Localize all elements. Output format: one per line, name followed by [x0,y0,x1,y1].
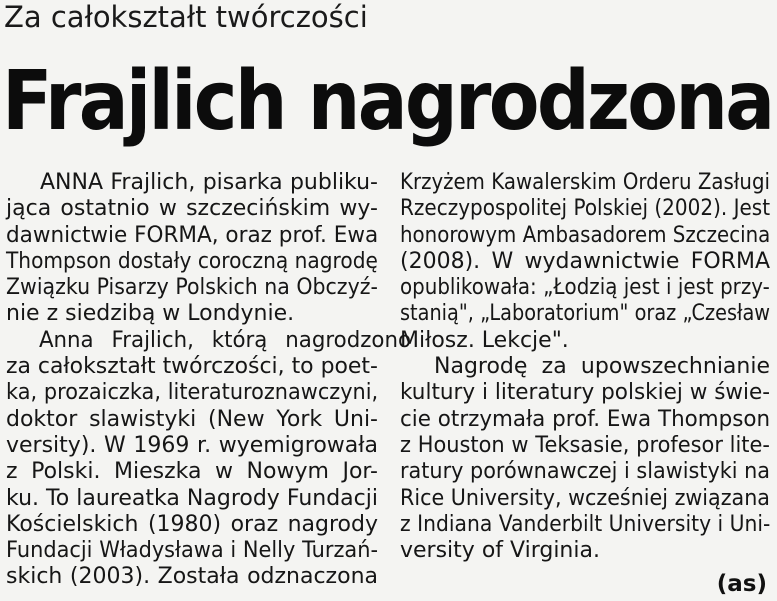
article-text-line: Thompson dostały coroczną nagrodę [6,248,378,274]
article-text-line: skich (2003). Została odznaczona [6,564,378,590]
article-text-line: Kościelskich (1980) oraz nagrody [6,511,378,537]
article-text-line: z Houston w Teksasie, profesor lite- [400,432,770,458]
article-text-line: cie otrzymała prof. Ewa Thompson [400,406,771,432]
author-signature: (as) [716,571,767,597]
article-text-line: Rzeczypospolitej Polskiej (2002). Jest [400,196,771,222]
article-text-line: ka, prozaiczka, literaturoznawczyni, [6,380,379,406]
article-text-line: Krzyżem Kawalerskim Orderu Zasługi [400,170,770,195]
article-text-line: versity). W 1969 r. wyemigrowała [6,432,378,458]
article-text-line: Związku Pisarzy Polskich na Obczyź- [6,275,378,301]
article-text-line: za całokształt twórczości, to poet- [6,354,378,380]
article-text-line: (2008). W wydawnictwie FORMA [400,248,770,274]
article-text-line: ANNA Frajlich, pisarka publiku- [40,170,378,195]
article-kicker: Za całokształt twórczości [4,0,368,34]
article-text-line: z Polski. Mieszka w Nowym Jor- [6,459,378,485]
article-text-line: Fundacji Władysława i Nelly Turzań- [6,538,379,564]
article-text-line: nie z siedzibą w Londynie. [6,301,295,327]
article-column-left [6,170,412,591]
article-text-line: Anna Frajlich, którą nagrodzono [38,327,412,353]
article-text-line: ratury porównawczej i slawistyki na [400,459,771,485]
article-text-line: ku. To laureatka Nagrody Fundacji [6,485,378,511]
article-text-line: z Indiana Vanderbilt University i Uni- [400,511,771,537]
article-headline: Frajlich nagrodzona [2,54,773,149]
article-column-right [400,170,770,564]
article-text-line: stanią", „Laboratorium" oraz „Czesław [400,301,771,327]
article-text-line: dawnictwie FORMA, oraz prof. Ewa [6,222,379,248]
article-text-line: Nagrodę za upowszechnianie [434,354,770,380]
article-text-line: Rice University, wcześniej związana [400,485,770,511]
article-text-line: jąca ostatnio w szczecińskim wy- [6,196,378,222]
article-text-line: doktor slawistyki (New York Uni- [6,406,378,432]
article-text-line: versity of Virginia. [400,538,600,564]
article-text-line: kultury i literatury polskiej w świe- [400,380,771,406]
article-text-line: Miłosz. Lekcje". [400,327,569,353]
article-text-line: honorowym Ambasadorem Szczecina [400,222,771,248]
article-text-line: opublikowała: „Łodzią jest i jest przy- [400,275,770,301]
